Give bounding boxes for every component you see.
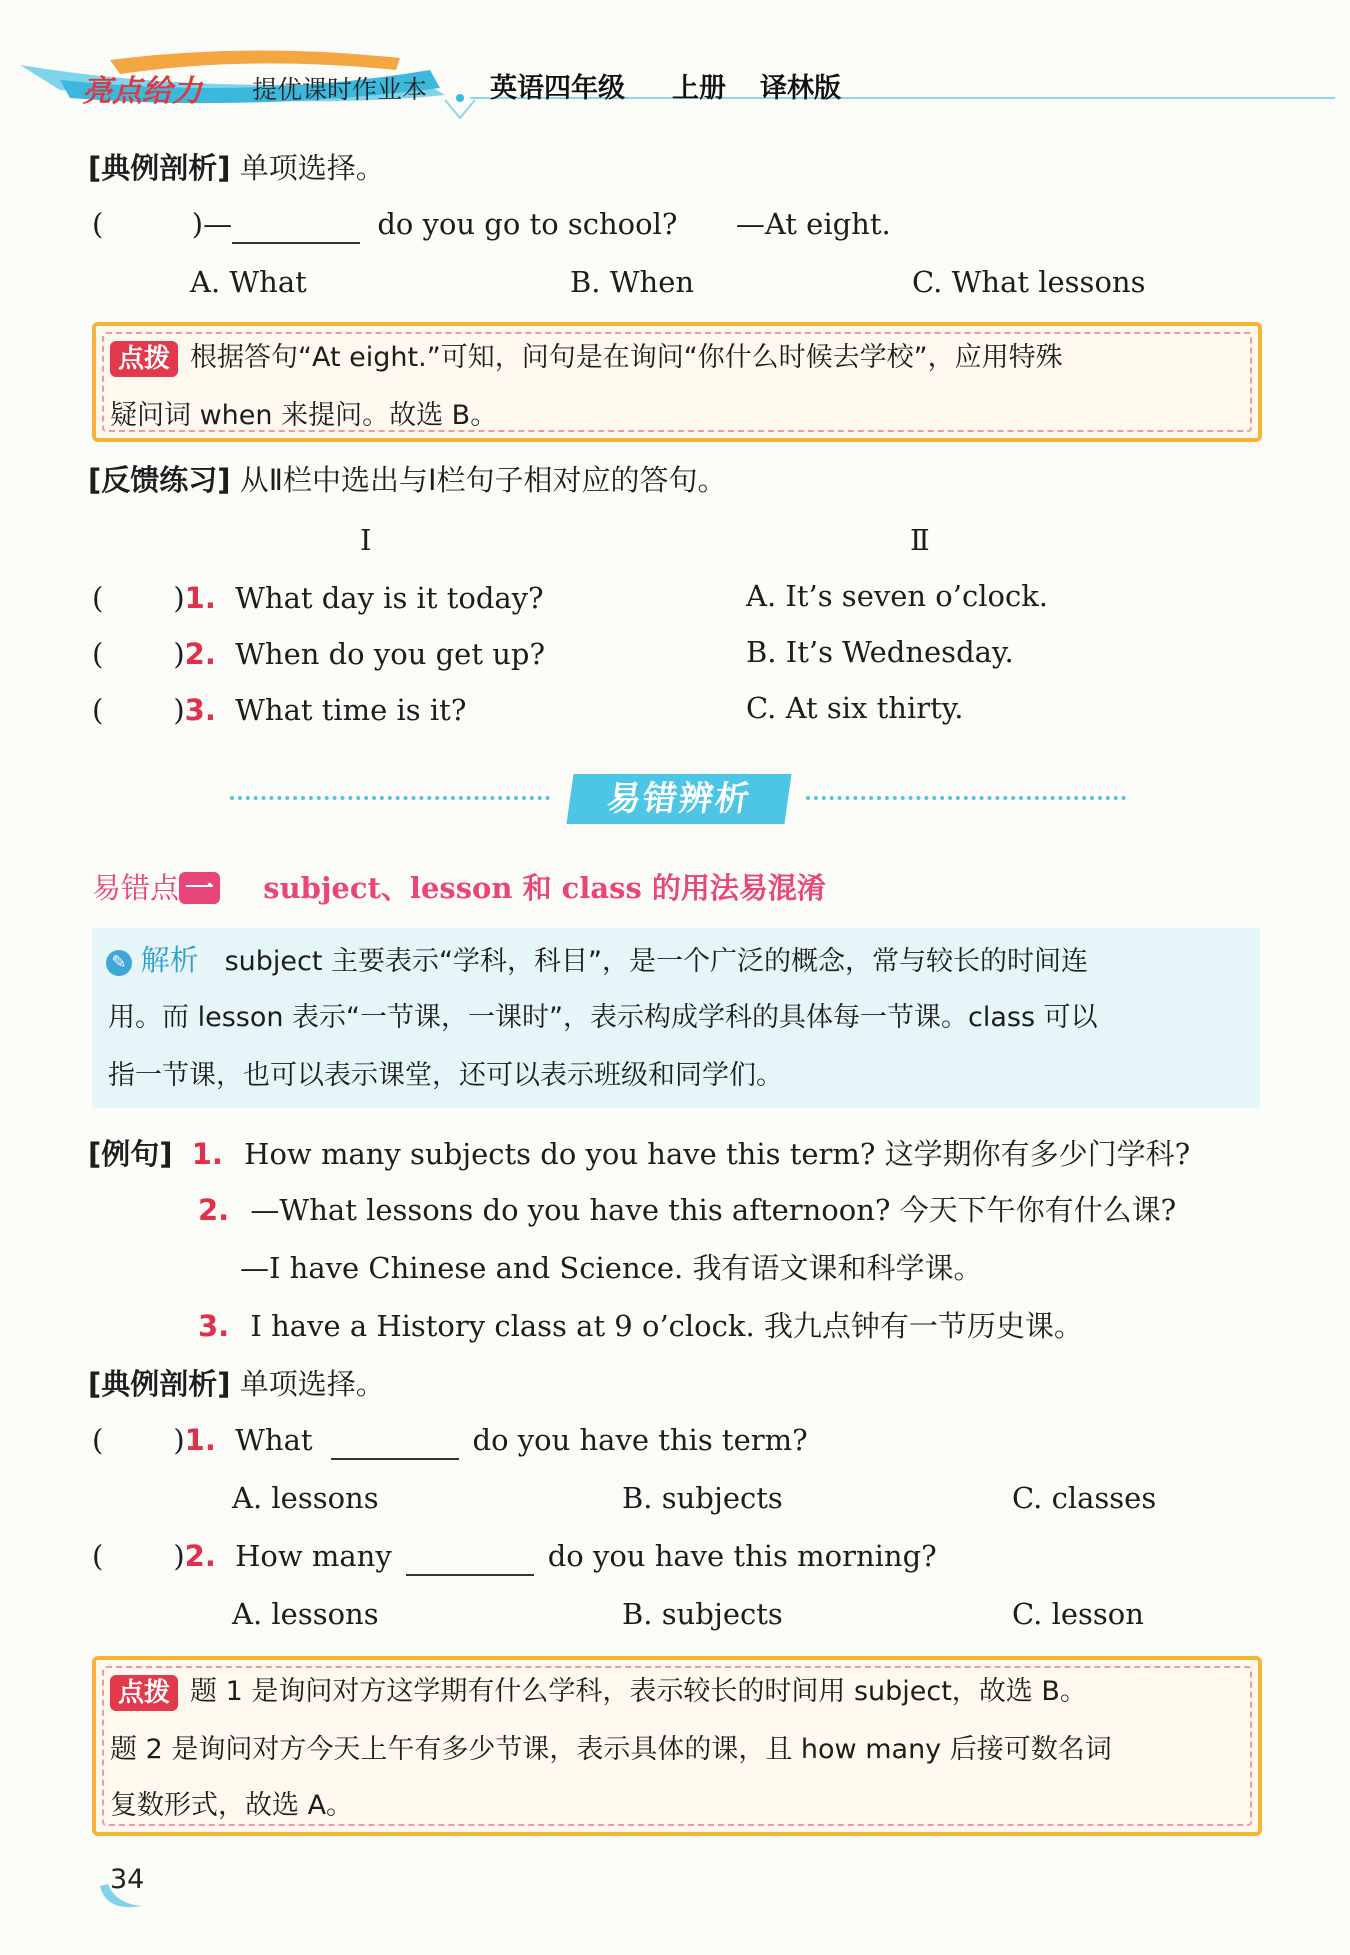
q1-option-b[interactable]: B. subjects <box>622 1481 783 1515</box>
question-text: do you go to school? <box>377 207 678 241</box>
tip-line-2: 疑问词 when 来提问。故选 B。 <box>110 400 498 431</box>
example-number: 3. <box>198 1309 230 1343</box>
page-footer <box>96 1856 156 1916</box>
answer-hint: —At eight. <box>735 207 891 241</box>
example-line-2b: —I have Chinese and Science. 我有语文课和科学课。 <box>240 1251 983 1285</box>
row-question: What day is it today? <box>235 581 544 615</box>
example-line-1 <box>88 1134 1190 1174</box>
series-title: 提优课时作业本 <box>252 75 428 104</box>
row-question: When do you get up? <box>235 637 545 671</box>
analysis-label: 解析 <box>140 943 199 977</box>
question-before: What <box>235 1423 313 1457</box>
analysis-box <box>92 928 1260 1108</box>
tip-badge: 点拨 <box>110 341 178 377</box>
analysis-line-2: 用。而 lesson 表示“一节课，一课时”，表示构成学科的具体每一节课。class 可以 <box>108 1002 1098 1033</box>
question-number: 1. <box>184 1423 216 1457</box>
tip-text: 题 1 是询问对方这学期有什么学科，表示较长的时间用 subject，故选 B。 <box>190 1676 1087 1707</box>
tip-line-1 <box>110 1672 1087 1712</box>
tip-badge: 点拨 <box>110 1675 178 1711</box>
column-head-1: Ⅰ <box>360 523 372 557</box>
tip-line-2: 题 2 是询问对方今天上午有多少节课，表示具体的课，且 how many 后接可数名词 <box>110 1734 1112 1765</box>
page-header <box>0 40 1350 120</box>
question-1: ( )1. What do you have this term? <box>92 1420 808 1460</box>
analysis-text: subject 主要表示“学科，科目”，是一个广泛的概念，常与较长的时间连 <box>224 946 1089 977</box>
answer-blank[interactable] <box>331 1428 459 1460</box>
row-number: 2. <box>184 637 216 671</box>
example-number: 2. <box>198 1193 230 1227</box>
examples-label: [例句] <box>88 1137 173 1171</box>
match-row: ( )3. What time is it? <box>92 693 467 727</box>
match-row: ( )2. When do you get up? <box>92 637 545 671</box>
q1-option-a[interactable]: A. lessons <box>232 1481 379 1515</box>
match-answer: B. It’s Wednesday. <box>746 635 1014 669</box>
section-label: [典例剖析] <box>88 1367 231 1401</box>
question-after: do you have this morning? <box>547 1539 937 1573</box>
question-2: ( )2. How many do you have this morning? <box>92 1536 937 1576</box>
column-head-2: Ⅱ <box>910 523 930 557</box>
banner-title: 易错辨析 <box>566 774 791 824</box>
section-instruction: 单项选择。 <box>239 1367 385 1401</box>
question-before: How many <box>235 1539 392 1573</box>
section1-heading <box>88 148 385 188</box>
q2-option-c[interactable]: C. lesson <box>1012 1597 1144 1631</box>
section-label: [典例剖析] <box>88 151 231 185</box>
section-instruction: 从Ⅱ栏中选出与Ⅰ栏句子相对应的答句。 <box>239 463 727 497</box>
row-number: 1. <box>184 581 216 615</box>
question-after: do you have this term? <box>472 1423 808 1457</box>
question-number: 2. <box>184 1539 216 1573</box>
section-instruction: 单项选择。 <box>239 151 385 185</box>
option-a[interactable]: A. What <box>190 265 307 299</box>
answer-paren-open: ( <box>92 207 104 241</box>
error-point-label: 易错点 <box>92 871 180 905</box>
banner-dots-right <box>806 796 1126 800</box>
error-point-number: 一 <box>179 872 220 904</box>
example-line-3 <box>198 1306 1083 1346</box>
q2-option-b[interactable]: B. subjects <box>622 1597 783 1631</box>
option-c[interactable]: C. What lessons <box>912 265 1146 299</box>
analysis-line-3: 指一节课，也可以表示课堂，还可以表示班级和同学们。 <box>108 1060 783 1091</box>
answer-paren-close: )— <box>191 207 233 241</box>
tip-box <box>92 322 1262 442</box>
example-text: How many subjects do you have this term? 这学期你有多少门学科? <box>244 1137 1191 1171</box>
example-text: I have a History class at 9 o’clock. 我九点钟有一节历史课。 <box>250 1309 1083 1343</box>
analysis-line-1 <box>106 940 1088 982</box>
pencil-icon: ✎ <box>106 950 132 976</box>
subject-title: 英语四年级 <box>490 73 625 104</box>
tip-line-3: 复数形式，故选 A。 <box>110 1790 354 1821</box>
error-point-heading <box>92 868 826 908</box>
match-answer: A. It’s seven o’clock. <box>746 579 1048 613</box>
error-point-title: subject、lesson 和 class 的用法易混淆 <box>263 871 826 905</box>
option-b[interactable]: B. When <box>570 265 695 299</box>
banner-dots-left <box>230 796 550 800</box>
page-number: 34 <box>110 1864 145 1895</box>
tip-text: 根据答句“At eight.”可知，问句是在询问“你什么时候去学校”，应用特殊 <box>190 342 1063 373</box>
section-label: [反馈练习] <box>88 463 231 497</box>
example-line-2 <box>198 1190 1176 1230</box>
match-row: ( )1. What day is it today? <box>92 581 544 615</box>
row-question: What time is it? <box>235 693 467 727</box>
answer-blank[interactable] <box>232 212 360 244</box>
tip-box-2 <box>92 1656 1262 1836</box>
banner <box>230 772 1130 828</box>
q2-option-a[interactable]: A. lessons <box>232 1597 379 1631</box>
section3-heading <box>88 1364 385 1404</box>
answer-blank[interactable] <box>406 1544 534 1576</box>
volume-title: 上册 <box>672 73 726 104</box>
match-answer: C. At six thirty. <box>746 691 964 725</box>
example-text: —What lessons do you have this afternoon? 今天下午你有什么课? <box>250 1193 1177 1227</box>
tip-line-1 <box>110 338 1063 378</box>
row-number: 3. <box>184 693 216 727</box>
section2-heading <box>88 460 727 500</box>
edition-title: 译林版 <box>760 73 841 104</box>
example-number: 1. <box>191 1137 223 1171</box>
q1-option-c[interactable]: C. classes <box>1012 1481 1157 1515</box>
question-line <box>92 204 891 244</box>
brand-logo: 亮点给力 <box>82 74 202 109</box>
